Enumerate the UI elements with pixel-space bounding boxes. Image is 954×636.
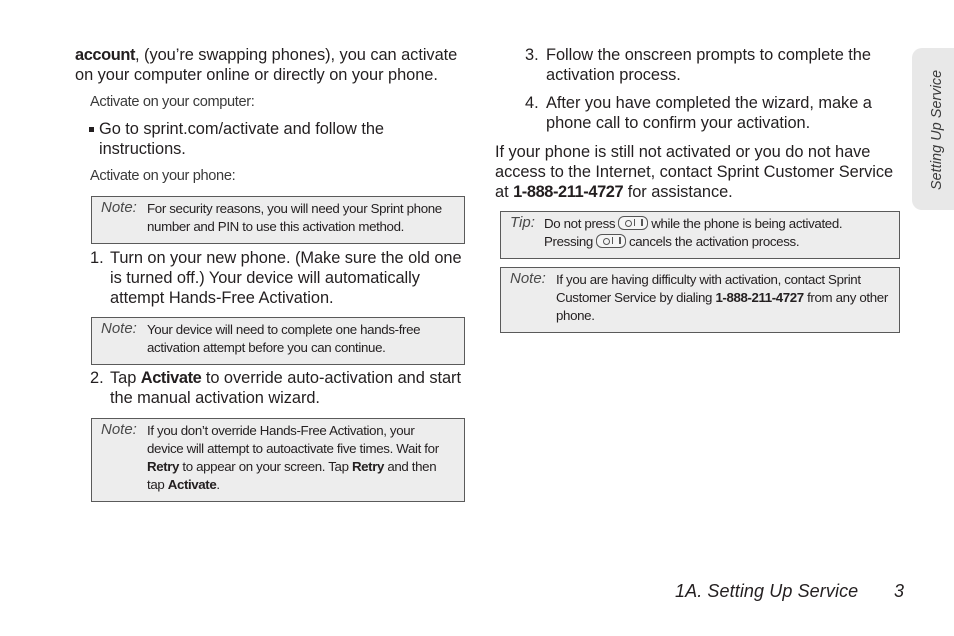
step-2: [75, 368, 465, 408]
note-label: Note:: [101, 320, 137, 337]
footer-page-number: 3: [894, 581, 905, 601]
computer-bullet-text: Go to sprint.com/activate and follow the instructions.: [99, 120, 384, 158]
step-2-number: 2.: [90, 369, 104, 387]
tip-text-3: cancels the activation process.: [628, 234, 800, 249]
assistance-phone-number: 1-888-211-4727: [513, 183, 624, 201]
assistance-paragraph: [495, 142, 900, 202]
intro-text: , (you’re swapping phones), you can activate on your computer online or directly on your phone.: [75, 46, 458, 84]
note-difficulty-pre: If you are having difficulty with activation, contact Sprint Customer Service by dialing: [556, 272, 861, 305]
step-2-activate-bold: Activate: [140, 369, 202, 387]
tip-text-2: while the phone is being activated. Pressing: [544, 216, 843, 249]
step-3-number: 3.: [525, 46, 539, 64]
note-difficulty: [500, 267, 900, 333]
note-label: Note:: [101, 199, 137, 216]
left-column: [75, 45, 465, 502]
note-retry-bold-activate: Activate: [167, 477, 217, 492]
note-retry: [91, 418, 465, 502]
step-1: [75, 248, 465, 308]
step-4-text: After you have completed the wizard, make a phone call to confirm your activation.: [546, 94, 872, 132]
step-1-text: Turn on your new phone. (Make sure the old one is turned off.) Your device will automatically attempt Hands-Free Activation.: [110, 249, 462, 307]
note-security-text: For security reasons, you will need your Sprint phone number and PIN to use this activation method.: [147, 201, 442, 234]
note-hands-free-text: Your device will need to complete one hands-free activation attempt before you can continue.: [147, 322, 421, 355]
step-2-pre: Tap: [110, 369, 141, 387]
intro-bold: account: [75, 46, 136, 64]
end-power-key-icon: [618, 216, 648, 230]
computer-bullet-item: [75, 119, 465, 159]
bullet-icon: [89, 127, 94, 132]
step-3: [495, 45, 900, 85]
note-difficulty-post: from any other phone.: [556, 290, 888, 323]
right-column: [495, 45, 900, 333]
intro-paragraph: [75, 45, 465, 85]
note-label: Note:: [510, 270, 546, 287]
tip-text-1: Do not press: [544, 216, 616, 231]
step-4-number: 4.: [525, 94, 539, 112]
phone-heading: Activate on your phone:: [90, 168, 236, 184]
side-tab-label: Setting Up Service: [929, 69, 945, 190]
step-2-post: to override auto-activation and start the manual activation wizard.: [110, 369, 461, 407]
note-difficulty-text: [501, 268, 899, 332]
note-retry-text: [92, 419, 464, 501]
note-retry-text-4: .: [216, 477, 220, 492]
note-retry-bold-retry-2: Retry: [351, 459, 384, 474]
tip-box: [500, 211, 900, 259]
assistance-pre: If your phone is still not activated or you do not have access to the Internet, contact Sprint Customer Service at: [495, 143, 894, 201]
footer-section-title: 1A. Setting Up Service: [675, 581, 859, 601]
end-power-key-icon: [596, 234, 626, 248]
note-security: [91, 196, 465, 244]
step-1-number: 1.: [90, 249, 104, 267]
tip-text: [501, 212, 899, 258]
tip-label: Tip:: [510, 214, 535, 231]
note-retry-text-1: If you don’t override Hands-Free Activation, your device will attempt to autoactivate five times. Wait for: [147, 423, 439, 456]
note-label: Note:: [101, 421, 137, 438]
note-retry-bold-retry: Retry: [147, 459, 179, 474]
assistance-post: for assistance.: [623, 183, 733, 201]
note-retry-text-2: to appear on your screen. Tap: [179, 459, 352, 474]
note-retry-text-3: and then tap: [147, 459, 437, 492]
step-3-text: Follow the onscreen prompts to complete the activation process.: [546, 46, 871, 84]
computer-heading: Activate on your computer:: [90, 94, 255, 110]
step-4: [495, 93, 900, 133]
note-difficulty-phone-number: 1-888-211-4727: [715, 290, 804, 305]
note-hands-free: [91, 317, 465, 365]
